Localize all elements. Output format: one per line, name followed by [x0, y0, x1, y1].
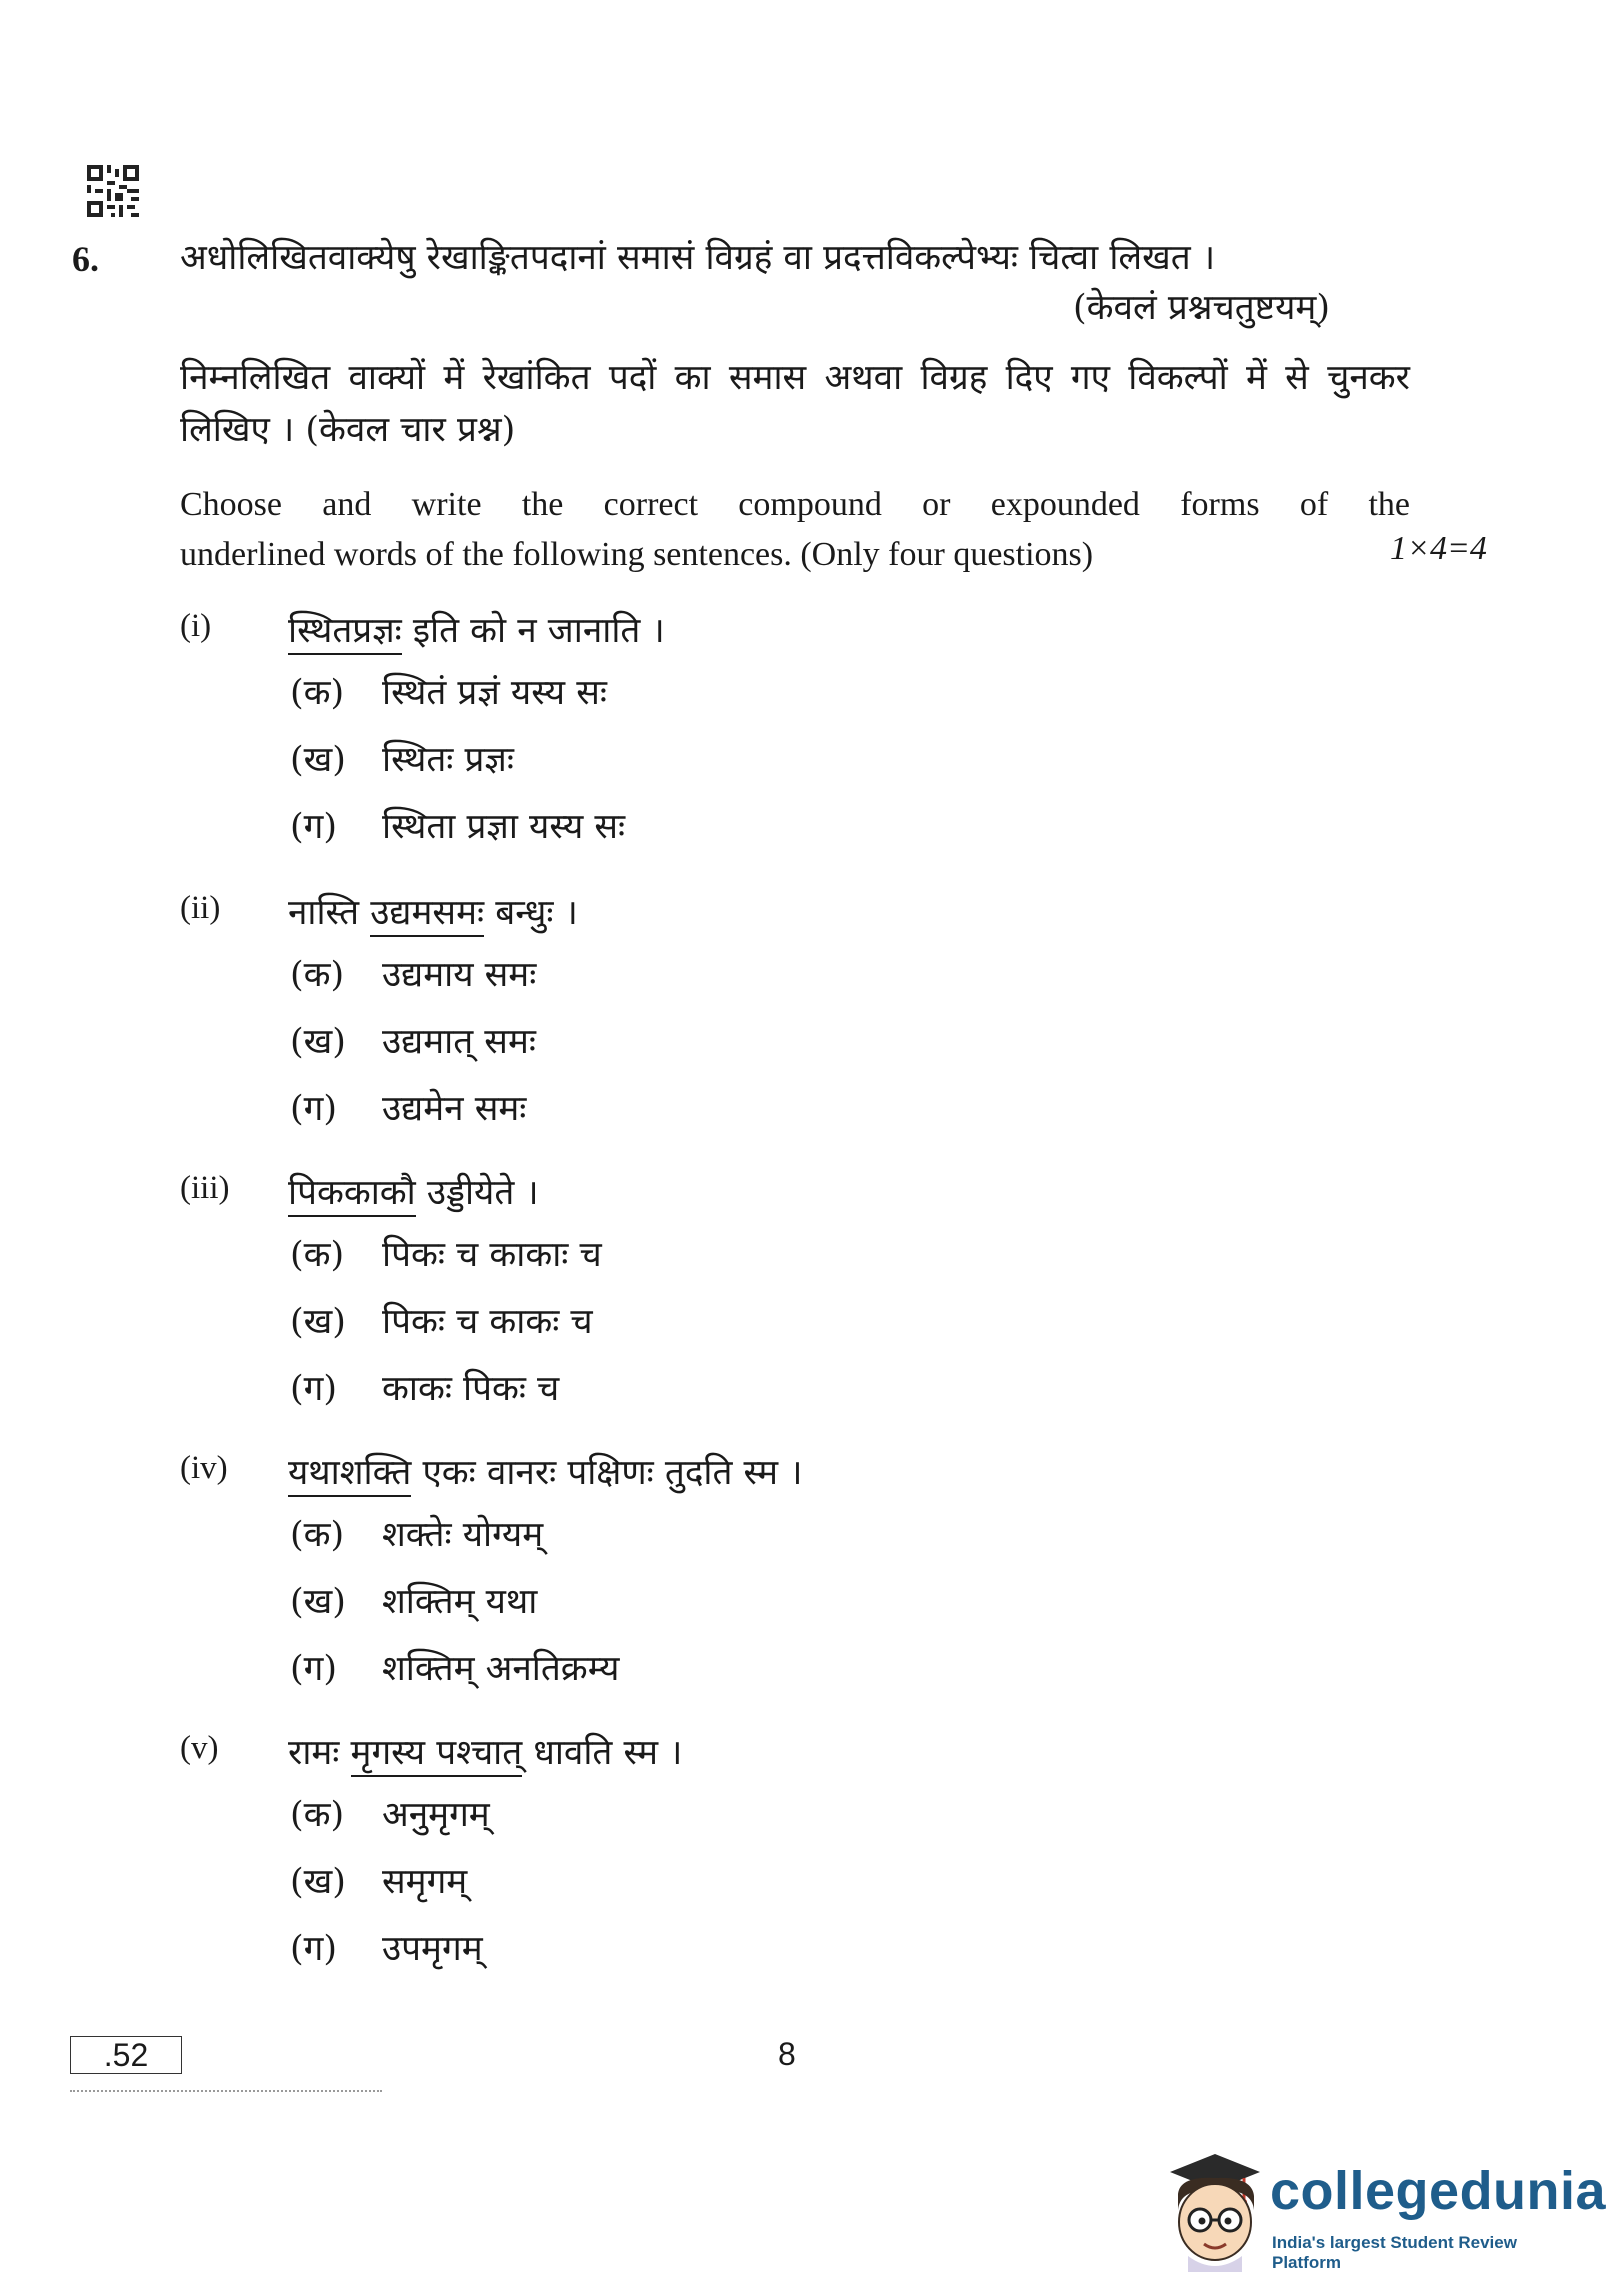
- option-label: (ख): [290, 1862, 346, 1902]
- option-text: उद्यमाय समः: [382, 955, 537, 995]
- option-label: (क): [290, 1515, 345, 1555]
- sentence-after: एकः वानरः पक्षिणः तुदति स्म ।: [411, 1453, 803, 1493]
- option: [290, 1510, 543, 1557]
- option-label: (क): [290, 1235, 345, 1275]
- option-text: पिकः च काकः च: [382, 1302, 593, 1342]
- underlined-word: पिककाकौ: [288, 1173, 416, 1217]
- option-text: पिकः च काकाः च: [382, 1235, 602, 1275]
- sentence-after: उड्डीयेते ।: [415, 1173, 539, 1213]
- item-label: (iv): [180, 1450, 228, 1486]
- page-number: 8: [778, 2036, 796, 2072]
- option-label: (ख): [290, 1582, 346, 1622]
- option-label: (ख): [290, 740, 346, 780]
- instruction-english: [180, 480, 1410, 580]
- option: [290, 1790, 490, 1837]
- option: [290, 1924, 483, 1971]
- underlined-word: स्थितप्रज्ञः: [288, 611, 402, 655]
- item-sentence: [288, 888, 578, 937]
- qr-code-icon: [87, 165, 139, 217]
- option: [290, 1230, 602, 1277]
- option-label: (ग): [290, 1929, 338, 1969]
- option: [290, 1364, 559, 1411]
- option: [290, 668, 607, 715]
- marks: 1×4=4: [1390, 530, 1487, 567]
- underlined-word: यथाशक्ति: [288, 1453, 411, 1497]
- option: [290, 950, 536, 997]
- page-code: .52: [70, 2036, 182, 2074]
- instruction-english-line2: underlined words of the following sentences. (Only four questions): [180, 536, 1094, 573]
- option-label: (क): [290, 673, 345, 713]
- option: [290, 1297, 593, 1344]
- item-sentence: [288, 606, 665, 655]
- option: [290, 802, 625, 849]
- item-label: (ii): [180, 890, 221, 926]
- option-text: शक्तिम् यथा: [382, 1582, 538, 1622]
- instruction-english-line1: Choose and write the correct compound or expounded forms of the: [180, 486, 1410, 523]
- option: [290, 1577, 537, 1624]
- item-label: (iii): [180, 1170, 230, 1206]
- option: [290, 1017, 536, 1064]
- sentence-before: नास्ति: [288, 893, 371, 933]
- option-text: शक्तेः योग्यम्: [382, 1515, 544, 1555]
- option-text: काकः पिकः च: [382, 1369, 560, 1409]
- option-text: उपमृगम्: [382, 1929, 483, 1969]
- option-text: अनुमृगम्: [382, 1795, 490, 1835]
- brand-name: collegedunia: [1270, 2161, 1606, 2221]
- option-text: स्थितं प्रज्ञं यस्य सः: [382, 673, 607, 713]
- option-text: स्थिता प्रज्ञा यस्य सः: [382, 807, 626, 847]
- instruction-hindi: निम्नलिखित वाक्यों में रेखांकित पदों का समास अथवा विग्रह दिए गए विकल्पों में से चुनकर लिखिए । (केवल चार प्रश्न): [180, 358, 1410, 450]
- option-label: (ग): [290, 807, 338, 847]
- dotted-divider: [70, 2090, 382, 2096]
- option-text: उद्यमेन समः: [382, 1089, 527, 1129]
- option: [290, 1644, 619, 1691]
- option-label: (ग): [290, 1089, 338, 1129]
- instruction-sanskrit-note: (केवलं प्रश्नचतुष्टयम्): [1073, 288, 1331, 328]
- option: [290, 1084, 526, 1131]
- option-label: (ग): [290, 1649, 338, 1689]
- sentence-after: धावति स्म ।: [522, 1733, 683, 1773]
- option-label: (क): [290, 1795, 345, 1835]
- option: [290, 735, 514, 782]
- option-text: समृगम्: [382, 1862, 468, 1902]
- item-label: (v): [180, 1730, 219, 1766]
- underlined-word: मृगस्य पश्चात्: [351, 1733, 523, 1777]
- item-sentence: [288, 1168, 539, 1217]
- question-number: 6.: [72, 239, 99, 279]
- option-text: स्थितः प्रज्ञः: [382, 740, 514, 780]
- option-label: (ख): [290, 1022, 346, 1062]
- mascot-logo-icon: [1160, 2148, 1270, 2272]
- sentence-before: रामः: [288, 1733, 351, 1773]
- option-label: (ख): [290, 1302, 346, 1342]
- underlined-word: उद्यमसमः: [370, 893, 484, 937]
- item-sentence: [288, 1728, 682, 1777]
- item-label: (i): [180, 608, 212, 644]
- option-text: उद्यमात् समः: [382, 1022, 536, 1062]
- option-label: (ग): [290, 1369, 338, 1409]
- sentence-after: इति को न जानाति ।: [401, 611, 665, 651]
- option-text: शक्तिम् अनतिक्रम्य: [382, 1649, 620, 1689]
- item-sentence: [288, 1448, 802, 1497]
- option-label: (क): [290, 955, 345, 995]
- option: [290, 1857, 467, 1904]
- brand-tagline: India's largest Student Review Platform: [1272, 2233, 1517, 2272]
- sentence-after: बन्धुः ।: [484, 893, 578, 933]
- instruction-sanskrit: अधोलिखितवाक्येषु रेखाङ्कितपदानां समासं विग्रहं वा प्रदत्तविकल्पेभ्यः चित्वा लिखत ।: [180, 238, 1216, 278]
